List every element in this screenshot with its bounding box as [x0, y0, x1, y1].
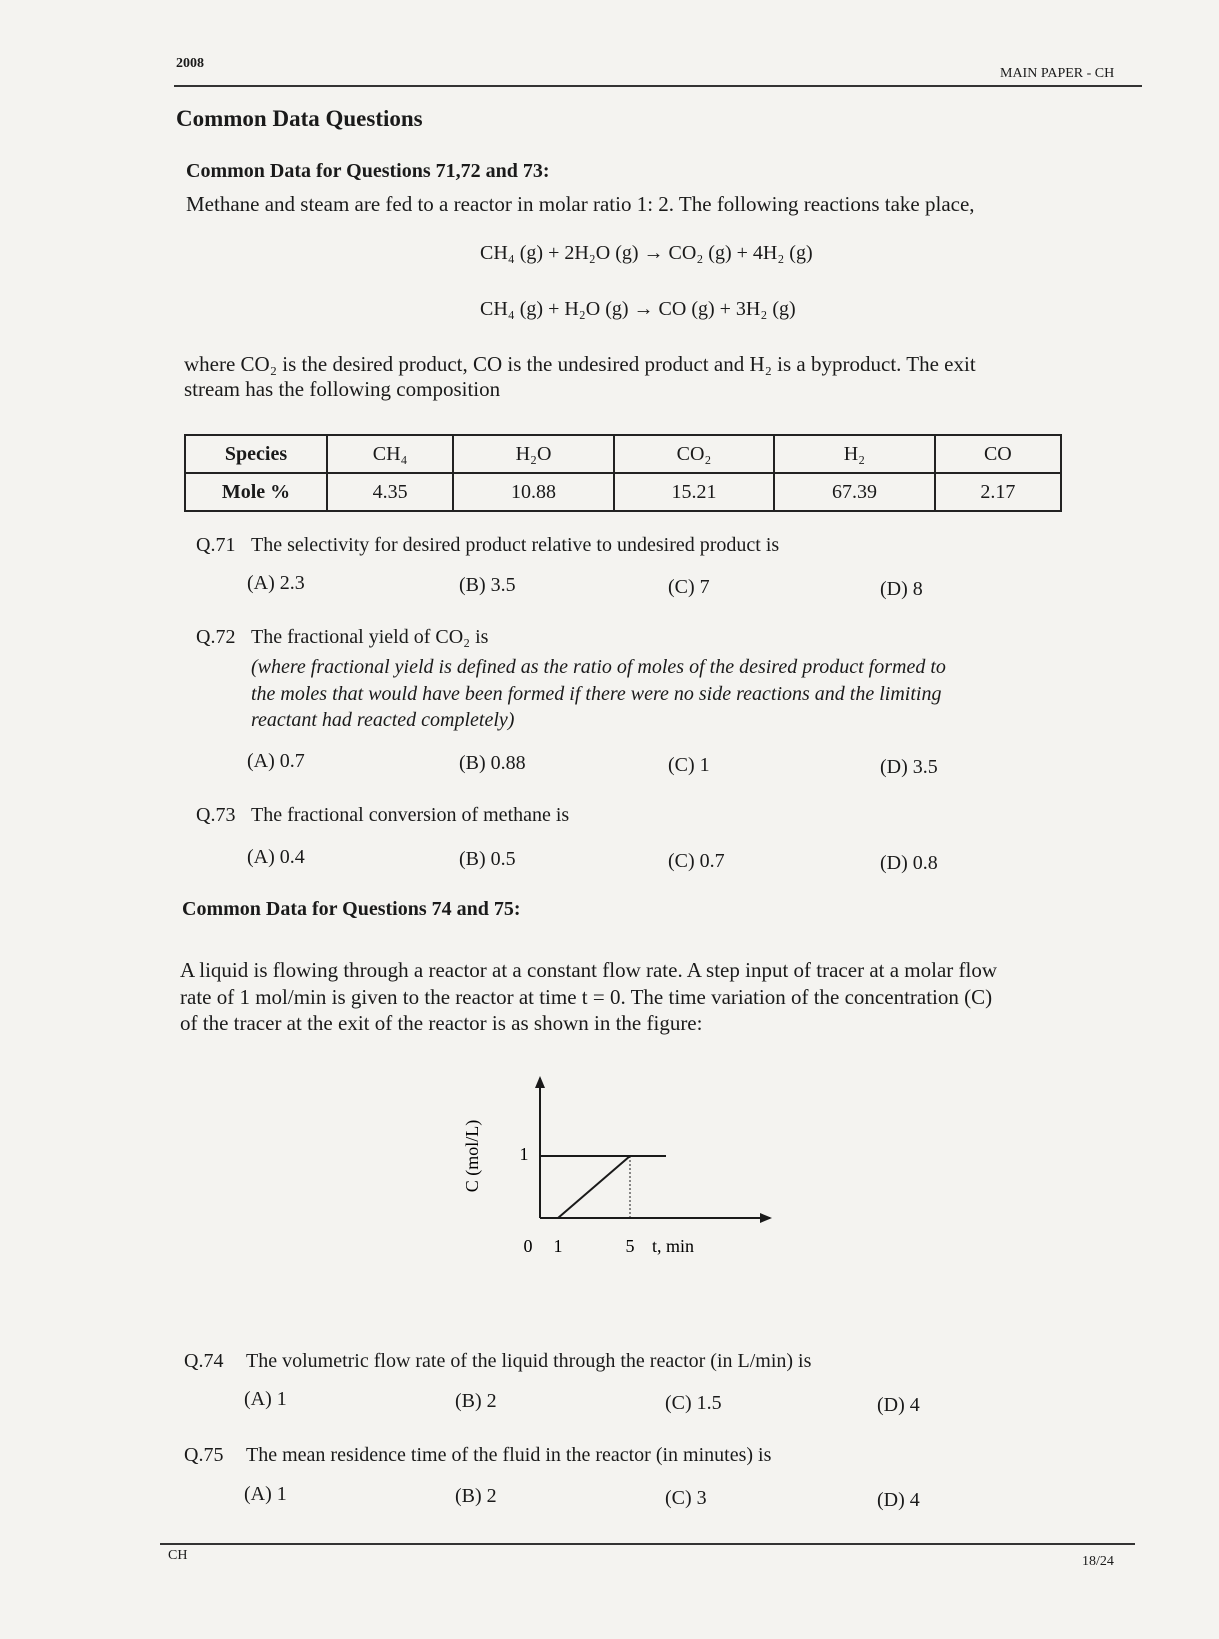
tracer-curve	[540, 1156, 666, 1218]
table-cell: CO₂	[614, 435, 774, 473]
q71-number: Q.71	[196, 534, 236, 556]
q72-number: Q.72	[196, 626, 236, 648]
composition-table	[184, 434, 1062, 512]
q73-option-d: (D) 0.8	[880, 852, 938, 874]
set2-line-3: of the tracer at the exit of the reactor is as shown in the figure:	[180, 1011, 703, 1035]
table-cell: H₂O	[453, 435, 613, 473]
q72-option-a: (A) 0.7	[247, 750, 305, 772]
set1-intro: Methane and steam are fed to a reactor in molar ratio 1: 2. The following reactions take place,	[186, 192, 975, 216]
exam-year: 2008	[176, 56, 204, 71]
where-line-2: stream has the following composition	[184, 377, 501, 401]
table-header-row	[185, 435, 1061, 473]
table-cell: CH₄	[327, 435, 453, 473]
q72-text: The fractional yield of CO₂ is	[251, 626, 489, 648]
table-cell: 4.35	[327, 473, 453, 511]
x-tick-label: 0	[523, 1236, 533, 1256]
table-cell: 67.39	[774, 473, 934, 511]
reaction-1: CH₄ (g) + 2H₂O (g) → CO₂ (g) + 4H₂ (g)	[480, 242, 813, 264]
q71-option-b: (B) 3.5	[459, 574, 516, 596]
q75-option-a: (A) 1	[244, 1483, 287, 1505]
q72-note-line-3: reactant had reacted completely)	[251, 709, 515, 731]
q74-option-d: (D) 4	[877, 1394, 920, 1416]
common-data-heading-71-73: Common Data for Questions 71,72 and 73:	[186, 160, 550, 182]
footer-rule	[160, 1543, 1135, 1545]
q74-text: The volumetric flow rate of the liquid through the reactor (in L/min) is	[246, 1350, 812, 1372]
table-cell: Species	[185, 435, 327, 473]
page-number: 18/24	[1082, 1554, 1114, 1569]
tracer-response-chart	[440, 1060, 800, 1260]
q72-option-c: (C) 1	[668, 754, 710, 776]
q73-option-b: (B) 0.5	[459, 848, 516, 870]
set2-line-2: rate of 1 mol/min is given to the reactor at time t = 0. The time variation of the concentration (C)	[180, 985, 993, 1009]
reaction-2: CH₄ (g) + H₂O (g) → CO (g) + 3H₂ (g)	[480, 298, 796, 320]
q75-text: The mean residence time of the fluid in the reactor (in minutes) is	[246, 1444, 772, 1466]
q72-option-d: (D) 3.5	[880, 756, 938, 778]
table-cell: H₂	[774, 435, 934, 473]
q74-option-a: (A) 1	[244, 1388, 287, 1410]
set2-line-1: A liquid is flowing through a reactor at a constant flow rate. A step input of tracer at a molar flow	[180, 958, 998, 982]
q71-option-c: (C) 7	[668, 576, 710, 598]
table-cell: 10.88	[453, 473, 613, 511]
q71-option-a: (A) 2.3	[247, 572, 305, 594]
table-cell: Mole %	[185, 473, 327, 511]
q72-note-line-2: the moles that would have been formed if there were no side reactions and the limiting	[251, 683, 942, 705]
q74-option-c: (C) 1.5	[665, 1392, 722, 1414]
table-cell: CO	[935, 435, 1061, 473]
q72-note-line-1: (where fractional yield is defined as the ratio of moles of the desired product formed to	[251, 656, 946, 678]
paper-code: MAIN PAPER - CH	[1000, 66, 1115, 81]
q73-option-c: (C) 0.7	[668, 850, 725, 872]
table-cell: 2.17	[935, 473, 1061, 511]
common-data-heading-74-75: Common Data for Questions 74 and 75:	[182, 898, 521, 920]
q73-option-a: (A) 0.4	[247, 846, 305, 868]
q73-number: Q.73	[196, 804, 236, 826]
where-line-1: where CO₂ is the desired product, CO is the undesired product and H₂ is a byproduct. The exit	[184, 352, 976, 376]
table-cell: 15.21	[614, 473, 774, 511]
q75-option-c: (C) 3	[665, 1487, 707, 1509]
y-tick-label: 1	[519, 1144, 529, 1164]
header-rule	[174, 85, 1142, 87]
x-axis-label: t, min	[652, 1236, 695, 1256]
q75-option-d: (D) 4	[877, 1489, 920, 1511]
q72-option-b: (B) 0.88	[459, 752, 526, 774]
q73-text: The fractional conversion of methane is	[251, 804, 570, 826]
section-title: Common Data Questions	[176, 106, 423, 131]
q75-number: Q.75	[184, 1444, 224, 1466]
y-axis-label: C (mol/L)	[462, 1119, 482, 1193]
q75-option-b: (B) 2	[455, 1485, 497, 1507]
x-tick-label: 5	[625, 1236, 635, 1256]
footer-code: CH	[168, 1548, 188, 1563]
x-tick-label: 1	[553, 1236, 563, 1256]
q74-number: Q.74	[184, 1350, 224, 1372]
q71-text: The selectivity for desired product relative to undesired product is	[251, 534, 780, 556]
q74-option-b: (B) 2	[455, 1390, 497, 1412]
q71-option-d: (D) 8	[880, 578, 923, 600]
table-row	[185, 473, 1061, 511]
